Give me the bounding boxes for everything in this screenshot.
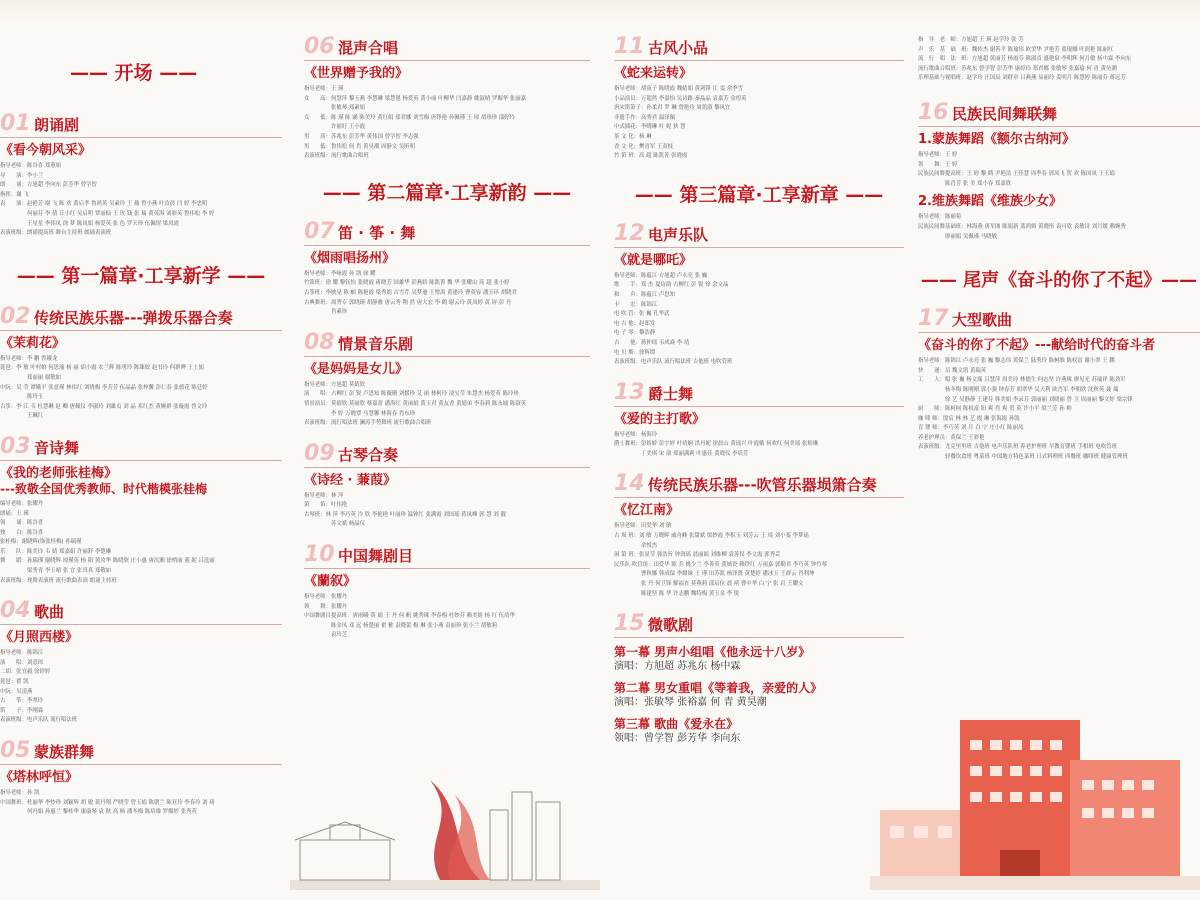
item-title: 情景音乐剧 — [338, 334, 414, 353]
credit-line: 中阮：吴凌燕 — [0, 688, 33, 695]
program-item-14 — [614, 473, 904, 599]
credit-line: 指导老师：陈锦江 卢永亮 张 巍 黎志伟 黄保兰 陆秀玲 陈树维 陈权富 谢小翠 王 鹏 — [918, 358, 1115, 365]
credit-line: 女 低：陈 瑾 陈 涵 陈美玲 黄红娟 郑君娜 刘雪梅 唐铮艳 孙佩瑾 王 琼 胡珍珍 邵婷玲 — [304, 114, 515, 121]
credit-line: 丁美琪 宋 淑 郑丽满莉 叶惠佳 黄晓仪 李培芳 — [614, 450, 749, 457]
item-credits — [0, 500, 282, 586]
credit-line: 小品演员：万超然 李嘉怡 吴诗路 秦晶晶 袁嘉芳 金煌英 — [614, 95, 747, 102]
credit-line: 陈金凤 邓 远 杨楚丽 翟 雅 袁晓蕾 梅 琳 张小燕 袁丽珍 张小兰 胡敏莉 — [304, 622, 498, 629]
credit-line: 琵琶：翟 凯 — [0, 679, 29, 686]
item-title: 蒙族群舞 — [34, 743, 95, 761]
item-title: 爵士舞 — [648, 384, 694, 403]
credit-line: 陈玲玉 — [0, 394, 44, 401]
credit-line: 指导老师：陈丽菊 — [918, 214, 962, 221]
credit-line: 指导老师：林 萍 — [304, 492, 344, 499]
program-item-02 — [0, 303, 282, 422]
item-title: 微歌剧 — [648, 616, 694, 635]
item-number: 07 — [304, 218, 335, 244]
credit-line: 和 声：陈蕴江 卢思知 — [614, 291, 676, 298]
item-subtitle: 2.维族舞蹈《维族少女》 — [918, 194, 1062, 210]
credit-line: 古琴班：林 萍 李巧英 冷 欣 李艳艳 叶丽珍 温钟红 张满霞 刘国瑶 蒋凤峰 郭 慧 刘 靓 — [304, 511, 506, 518]
credit-line: 箫 笛：叶伟艳 — [304, 502, 348, 509]
credit-line: 指导老师：田爱华 刘 敏 — [614, 523, 672, 530]
credit-line: 中式插花：李晓琳 叶 妮 狄 慧 — [614, 124, 686, 131]
top-band — [0, 0, 1200, 22]
credit-line: 表演班级：流行歌曲合唱班 — [304, 153, 369, 160]
item-number: 14 — [614, 471, 645, 497]
credit-line: 流行歌曲合唱班：苏兆东 曾学智 彭芳华 康婷玲 郑君娜 张敏琴 张嘉瑜 何 青 黄昊潮 — [918, 65, 1117, 72]
item-title: 民族民间舞联舞 — [952, 104, 1058, 123]
credit-line: 洞 箫 班：张显莹 韩浩旨 钟润瑶 晨丽娟 刘维柳 袁善仪 李文霞 郭秀芸 — [614, 552, 781, 559]
act-title: 第二幕 男女重唱《等着我，亲爱的人》 — [614, 681, 823, 696]
item-subtitle: 《就是哪吒》 — [614, 252, 693, 268]
credit-line: 电 贝 斯：徐辉谭 — [614, 349, 656, 356]
credit-line: 古 埙 班：刘 敏 万晓晖 戚舟峰 张甜斌 梁妙霞 李积玉 刘芳云 王 琰 刘小斐 李梦瑶 — [614, 533, 809, 540]
program-item-09 — [304, 440, 590, 530]
item-credits — [918, 357, 1200, 463]
column-2 — [304, 28, 590, 641]
credit-line: 电 吉 他：赵郑发 — [614, 320, 656, 327]
credit-line: 廖丽娟 吴佩瑾 马晓敏 — [918, 233, 997, 240]
credit-line: 舞 蹈：孙瑞瑾 谢晓辉 琼瑾英 杨 阳 黄汝华 陈晓欣 庄小惠 唐沉湘 徐梢丽 董 妮 吕选丽 — [0, 558, 215, 565]
item-subtitle: 《塔林呼恒》 — [0, 770, 79, 785]
credit-line: 指导老师：陈蕴江 方旭超 卢永亮 张 巍 — [614, 272, 708, 279]
item-number: 17 — [918, 306, 949, 332]
credit-line: 表演班级：现舞表演班 流行歌曲表演 朗诵主持班 — [0, 577, 117, 584]
item-number: 04 — [0, 598, 31, 624]
item-number: 10 — [304, 542, 335, 568]
item-number: 01 — [0, 111, 31, 136]
credit-line: 歌 手：郑 杰 夏诗韵 占柳红 彭 锐 徐 余文晶 — [614, 282, 729, 289]
credit-line: 唐宋笛箫子：孙柔君 罗 琳 曾艳玲 周凯淑 黎凤宜 — [614, 105, 731, 112]
credit-line: 卡 宏：陈锦江 — [614, 301, 658, 308]
item-subtitle: 《烟雨唱扬州》 — [304, 250, 396, 266]
item-number: 15 — [614, 611, 645, 637]
item-number: 03 — [0, 433, 31, 459]
credit-line: 二胡：张宜毅 徐婷婷 — [0, 669, 51, 676]
item-title: 音诗舞 — [34, 438, 80, 457]
item-number: 13 — [614, 379, 645, 405]
credit-line: 曹秋娜 韩成保 李嫦妹 王 瑾 田苏凯 杨泽贤 黄楚婷 潘冰玉 王群云 肖利坤 — [614, 571, 815, 578]
credit-line: 独 白：陈谷喜 — [0, 529, 44, 536]
credit-line: 郑丽丽 谢敏如 — [0, 374, 62, 381]
credit-line: 电 吹 管：张 巍 孔华武 — [614, 311, 670, 318]
item-credits — [304, 270, 590, 318]
credit-line: 陈建坚 陈 华 许志鹏 魏特梅 黄玉金 李 锐 — [614, 590, 740, 597]
credit-line: 何冯娟 孙惠兰 黎桂华 康康琴 袁 秋 高 杨 潘冬梅 陈培维 罗媚婷 张秀英 — [0, 809, 197, 816]
item-credits — [614, 431, 904, 460]
program-item-13 — [614, 379, 904, 460]
credit-line: 民乐队·吹管组：田爱华 陈 乔 姚少兰 李善英 黄嫣瓷 赖铁红 万雨嘉 郭勤君 李巧英 钟竹琴 — [614, 561, 827, 568]
building-illustration — [870, 700, 1200, 890]
credit-line: 竹 笛 班：高 超 陈凯菁 张晓霞 — [614, 153, 688, 160]
act-performers: 演唱：张敏琴 张裕嘉 何 青 黄昊潮 — [614, 697, 767, 709]
credit-line: 指导老师：张耀丹 — [304, 594, 348, 601]
credit-line: 梁秀青 李玉晴 张 宜 张真真 郑敬如 — [0, 568, 111, 575]
item-credits — [304, 85, 590, 162]
item-title: 传统民族乐器---弹拨乐器合奏 — [34, 308, 233, 327]
item-number: 16 — [918, 99, 949, 125]
item-subtitle: 《月照西楼》 — [0, 630, 79, 646]
credit-line: 李 婷 万晓覃 马慧馨 林海春 肖东珍 — [304, 410, 415, 417]
credit-line: 古 筝：李翠玲 — [0, 698, 44, 705]
credit-line: 指导老师：陈谷喜 郑蕙娟 — [0, 163, 62, 169]
credit-line: 咖 啡 师：殷宸 林 林 艺 霞 琳 张海霞 孙凯 — [918, 415, 1020, 422]
credit-line: 育 婴 师：李巧英 刘 月 白 宁 庄小红 陈丽凤 — [918, 425, 1024, 432]
act-performers: 演唱：方旭超 苏兆东 杨中霖 — [614, 661, 741, 673]
chapter-heading-3: —— 第三篇章·工享新章 —— — [634, 183, 884, 206]
item-title: 中国舞剧目 — [338, 547, 414, 566]
credit-line: 张敏琴 郑素娟 — [304, 105, 366, 112]
item-subtitle: 《爱的主打歌》 — [614, 411, 706, 427]
item-credits — [0, 649, 282, 726]
column-4 — [918, 28, 1200, 463]
credit-line: 流 行 唱 法 班：方旭超 黄丽芳 杨霞芬 陈淑贞 盛艳泉 李明辉 何月敏 杨中霖 李向东 — [918, 56, 1132, 63]
chapter-heading-2: —— 第二篇章·工享新韵 —— — [322, 181, 572, 204]
credit-line: 乐理基础与视唱班：赵学玲 汪国辰 刘群章 吕燕燕 易丽玲 姜明月 陈慧婷 陈丽芬 蒋远芳 — [918, 75, 1126, 82]
item-title: 传统民族乐器---吹管乐器埙箫合奏 — [648, 476, 877, 495]
credit-line: 指导老师：孙 凯 — [0, 790, 40, 796]
credit-line: 杨冬梅 陈刚刚 郭小强 钟春芳 胡翠华 吴天利 欧肖军 李朝欣 沈秋英 聂 瑞 — [918, 386, 1119, 393]
item-title: 古琴合奏 — [338, 445, 399, 464]
credit-line: 乐 队：陈美玲 韦 婧 郑嘉娟 许丽舒 李楚琳 — [0, 548, 111, 555]
credit-line: 笛 子：李刚霖 — [0, 707, 44, 714]
program-item-16 — [918, 99, 1200, 242]
program-item-01 — [0, 113, 282, 239]
credit-line: 领 诵：陈谷喜 — [0, 520, 44, 527]
item-subtitle: 《蘭叙》 — [304, 574, 357, 590]
credit-line: 指导老师：王 瑛 — [304, 86, 344, 92]
item-number: 05 — [0, 738, 31, 763]
credit-line: 指导老师：李 鹏 曾娥龙 — [0, 355, 58, 362]
credit-line: 民族民间舞提高班：王 婷 黎 鹤 尹艳清 王佳慧 周季春 郭凤飞 贺 欢 陈国凤 王玉娟 — [918, 171, 1115, 178]
credit-line: 竹笛班：徐 耀 黎钰怡 张晓霞 蒋晓芳 国雄华 彭燕娇 陈凯箐 魏 华 张耀山 高 超 张小婷 — [304, 280, 510, 287]
credit-line: 厨 师：陈柯柯 陈权富 钮 爽 肖 爽 贺 英 许小平 梁兰芳 孙 帅 — [918, 406, 1072, 413]
item-subtitle: 《茉莉花》 — [0, 335, 66, 351]
credit-line: 非遗手作：高秀君 温泽佩 — [614, 114, 676, 121]
credit-line: 声 乐 基 础 班：魏传杰 谢善平 陈瑜玮 欧美华 尹艳芳 蓝琨娜 叶润艳 陈丽红 — [918, 46, 1114, 53]
item-number: 06 — [304, 34, 335, 59]
item-credits — [614, 272, 904, 368]
item-number: 09 — [304, 440, 335, 466]
credit-line: 指导老师：陈锦江 — [0, 650, 44, 657]
credit-line: 王珮红 — [0, 413, 44, 420]
item-credits — [614, 522, 904, 599]
credit-line: 陈肖芳 张 美 郑小春 郑嘉欣 — [918, 180, 1012, 187]
item-number: 08 — [304, 329, 335, 355]
credit-line: 茶 文 化：杨 琳 — [614, 133, 652, 140]
program-item-04 — [0, 600, 282, 726]
credit-line: 中国舞剧目提高班：唐雨曦 黄 婧 王 丹 何 帆 姚秀珠 李春梅 杜妙芬 赖美娇 杨 红 伍靖华 — [304, 613, 515, 620]
column-1 — [0, 28, 282, 818]
item-subtitle: 《世界赠予我的》 — [304, 66, 409, 81]
credit-line: 中国舞班：杜丽华 李炒珍 刘颖辉 胡 敏 黄丹翔 严晓莹 曾玉娟 陈朝兰 陈亚玲 李春玲 刘 琦 — [0, 799, 215, 806]
item-title: 混声合唱 — [338, 39, 399, 57]
chapter-heading-1: —— 第一篇章·工享新学 —— — [16, 264, 266, 287]
credit-line: 表演班级：电声乐队 流行唱法班 — [0, 717, 78, 724]
item-title: 古风小品 — [648, 39, 709, 57]
item-credits — [614, 85, 904, 162]
item-credits — [304, 381, 590, 429]
program-item-10 — [304, 544, 590, 641]
credit-line: 领 舞：王 婷 — [918, 161, 958, 168]
credit-line: 琵琶：李 敏 叶村娘 何思瑜 杨 丽 胡小霞 农兰辉 陈勇玲 陈臻姣 赵书玲 何群晔 王土娟 — [0, 365, 204, 372]
credit-line: 古典舞班：周秀专 郭晓瑛 胡静雅 唐云秀 陶 然 唐大宏 李 鹤 谢云玲 黄凤婷 黄 屏 彭 丹 — [304, 299, 512, 306]
item-subtitle: 《诗经 · 蒹葭》 — [304, 472, 396, 488]
act-performers: 领唱：曾学智 彭芳华 李向东 — [614, 733, 741, 745]
item-title: 歌曲 — [34, 603, 65, 622]
credit-line: 表 演：赵艳芳 谢 飞 陈 欢 黄启孝 鲁鸿英 吴素玲 王 薇 曾小燕 叶汝晨 闫 婷 李忠明 — [0, 201, 208, 208]
credit-line: 爵士舞班：彭娇娇 彭宇婷 叶靖娴 洪丹妮 徐晨山 黄瑶兴 叶霞娥 何欢红 何美瑶 张师琳 — [614, 441, 819, 448]
credit-line: 工 人：唱 张 巍 杨文瑞 吕慧萍 周美玲 林德生 何志坚 许燕珠 廖见光 苏瑞祥 陈劲军 — [918, 377, 1126, 384]
item-credits — [304, 593, 590, 641]
credit-line: 徐 艺 吴静静 王建芬 韩美娟 李录芳 郭丽丽 刘晓丽 曾 卫 周丽丽 黎文婷 梁宗锋 — [918, 396, 1133, 403]
credit-line: 古筝：李 江 韦 杜慧琳 赵 卿 唐佩仪 李淑玲 刘雄贞 刘 晶 邓红杰 黄婉群 张璇霞 曾文玲 — [0, 403, 208, 410]
item-subtitle: 《看今朝风采》 — [0, 143, 92, 158]
item-credits — [0, 355, 282, 422]
item-title: 笛 · 筝 · 舞 — [338, 223, 416, 242]
finale-heading: —— 尾声《奋斗的你了不起》—— — [920, 270, 1198, 292]
item-subtitle: 《奋斗的你了不起》---献给时代的奋斗者 — [918, 338, 1156, 354]
credit-line: 指挥：谢 飞 — [0, 191, 29, 198]
credit-line: 男 低：鲁伟松 何 肖 黄昊潮 周静文 吴昕明 — [304, 143, 415, 150]
credit-line: 情景演员：莫婧欣 莫丽欣 蔡嘉盈 潘海红 黄丽娟 黄玉君 黄友香 黄婧弟 李春莉 陈永城 陈淑英 — [304, 400, 526, 407]
item-credits — [918, 151, 1200, 189]
program-item-11 — [614, 36, 904, 162]
program-item-03 — [0, 433, 282, 586]
credit-line: 表演班级：流行唱法班 澜涛手势舞班 流行歌曲合唱班 — [304, 420, 432, 427]
program-item-06 — [304, 36, 590, 162]
item-number: 12 — [614, 220, 645, 246]
credit-line: 男 高：苏兆东 彭芳华 黄伟国 曾学智 李志强 — [304, 133, 419, 140]
credit-line: 表演班级：朗诵提高班 舞台主持班 朗诵表演班 — [0, 230, 112, 237]
credit-line: 轻餐饮食班 粤菜班 中国地方特色菜班 日式料理班 西餐班 咖啡班 健康管理班 — [918, 454, 1128, 461]
item-title: 大型歌曲 — [952, 311, 1013, 330]
item-subtitle: 1.蒙族舞蹈《额尔古纳河》 — [918, 131, 1075, 147]
program-item-12 — [614, 220, 904, 368]
credit-line: 编导老师：张耀丹 — [0, 500, 44, 507]
credit-line: 余悦杰 — [614, 542, 658, 549]
opening-heading: —— 开场 —— — [70, 62, 198, 84]
act-title: 第一幕 男声小组唱《他永远十八岁》 — [614, 645, 811, 660]
credit-line: 表演班级：尤克里里班 吉他班 电声乐队班 养老护理班 早教育婴班 手相班 电吹管班 — [918, 444, 1117, 451]
program-item-05 — [0, 740, 282, 818]
credit-line: 演 唱：占柳红 彭 锐 卢思知 陈薇珊 刘媛珍 艾 丽 林柯玲 凌宝莹 朱慧杰 杨爱英 陈玲珍 — [304, 391, 519, 398]
city-skyline-illustration — [290, 760, 600, 890]
credit-line: 指 导 老 师：方旭超 王 瑛 赵学玲 张 芳 — [918, 37, 1024, 43]
item-subtitle: 《忆江南》 — [614, 503, 680, 519]
credit-line: 张桂梅：谢晓辉(饰张桂梅) 孙瑞瑾 — [0, 539, 82, 546]
item-number: 02 — [0, 303, 31, 329]
item-credits — [0, 162, 282, 239]
item-credits — [304, 492, 590, 530]
program-item-17 — [918, 308, 1200, 463]
item-title: 朗诵剧 — [34, 116, 80, 134]
credit-line: 养老护理员：黄保兰 王彩艳 — [918, 434, 985, 441]
credit-line: 香 文 化：樊青军 王双枝 — [614, 143, 674, 150]
act-title: 第三幕 歌曲《爱永在》 — [614, 717, 739, 732]
program-item-08 — [304, 329, 590, 429]
credit-line: 表演班级：电声乐队 流行唱法班 吉他班 电吹管班 — [614, 359, 733, 366]
item-subtitle: 《我的老师张桂梅》 — [0, 465, 118, 481]
item-subtitle: 《是妈妈是女儿》 — [304, 361, 409, 377]
credit-line: 何丽芬 李 倩 丘小红 吴启明 覃丽仙 王 玫 钱 张 瑞 黄英海 刘彩英 鲁伟松 李 婷 — [0, 210, 215, 217]
credit-line: 指导老师：方旭超 莫婧欣 — [304, 381, 366, 388]
credit-line: 古筝班：李映晃 陈 頔 陈艳霞 梁秀娟 吉雪芹 吴梦迪 王增禹 黄建玲 曹英容 潘玉环 胡晓君 — [304, 289, 517, 296]
credit-line: 电 子 琴：黎浩静 — [614, 330, 656, 337]
credit-line: 指导老师：李咏霞 孙 凯 徐 耀 — [304, 270, 376, 277]
credit-line: 导 演：李小兰 — [0, 172, 44, 179]
credit-line: 演 唱：刘意琼 — [0, 659, 44, 666]
credit-line: 许丽好 王小霞 — [304, 124, 366, 131]
credit-line: 吉 他：蒋仲瑶 韦成焱 李 靖 — [614, 339, 690, 346]
credit-line: 指导老师：王 婷 — [918, 151, 958, 158]
item-number: 11 — [614, 34, 645, 59]
credit-line: 中阮：吴 莹 谭娥平 张意瑾 林伟红 刘晓梅 李芳芳 伍晶晶 张梓馨 彭仁春 张德花 陈廷婷 — [0, 384, 208, 391]
program-item-15 — [614, 613, 904, 746]
credit-line: 快 递：员 魏文凯 黄瑞英 — [918, 367, 987, 374]
credit-line: 袁玲芝 — [304, 632, 348, 639]
credit-line: 苏文斌 杨晶仪 — [304, 521, 366, 528]
item-title: 电声乐队 — [648, 225, 709, 244]
choir-credits — [918, 36, 1200, 84]
credit-line: 张 丹 何卫锋 解福直 莫燕莉 邱启位 晨 褚 曹中华 白 宁 张 岩 王耀文 — [614, 581, 804, 588]
column-3 — [614, 28, 904, 746]
item-subtitle: 《蛇来运转》 — [614, 66, 693, 81]
credit-line: 指导老师：杨海玲 — [614, 431, 658, 438]
item-credits — [918, 213, 1200, 242]
item-credits — [0, 789, 282, 818]
credit-line: 王星星 李伟凤 徐 梦 陈凤娟 杨爱英 张 色 罗天珍 伍佩煜 梁凤霞 — [0, 220, 179, 227]
item-subtitle-2: ---致敬全国优秀教师、时代楷模张桂梅 — [0, 481, 207, 496]
credit-line: 肖素珍 — [304, 309, 348, 316]
credit-line: 指导老师：胡寅子 陈晓霞 魏婧娟 黄剑锋 江 雯 余季雪 — [614, 86, 743, 92]
credit-line: 朗诵：王 瑛 — [0, 510, 29, 517]
credit-line: 民族民间舞基础班：林海燕 唐军阁 陈娟新 蓝鸿姆 黄晓彤 袁可欣 袁敏诗 刘月媛 赖婉秀 — [918, 223, 1126, 230]
program-item-07 — [304, 218, 590, 318]
credit-line: 朗 诵：方旭超 李向东 彭芳华 曾学智 — [0, 182, 97, 189]
credit-line: 领 舞：张耀丹 — [304, 603, 348, 610]
credit-line: 女 高：何慧萍 黎玉燕 李慧琳 梁慧恩 杨爱英 黄小丽 叶柳华 闫嘉静 姚淑晴 罗媚华 张丽嘉 — [304, 95, 526, 102]
